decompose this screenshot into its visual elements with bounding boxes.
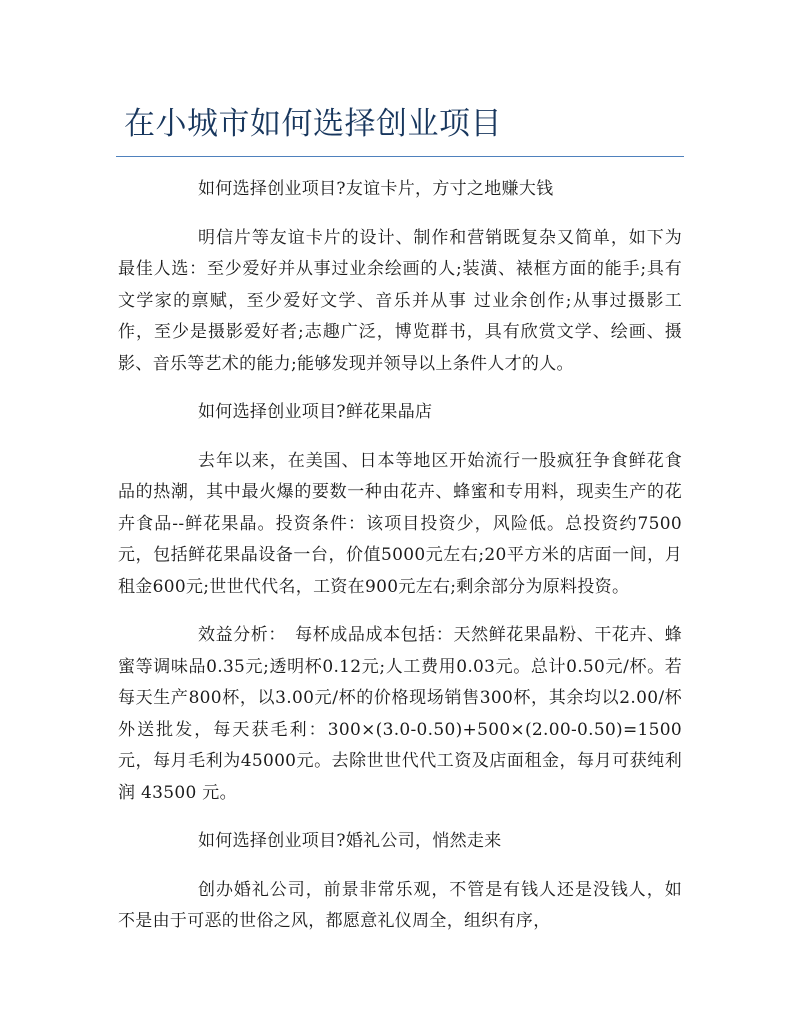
document-body	[118, 174, 682, 938]
paragraph-gap	[118, 809, 682, 826]
document-title: 在小城市如何选择创业项目	[124, 106, 502, 142]
title-divider	[116, 156, 684, 157]
paragraph-gap	[118, 206, 682, 223]
paragraph-gap	[118, 603, 682, 620]
paragraph-benefit-analysis: 效益分析： 每杯成品成本包括：天然鲜花果晶粉、干花卉、蜂蜜等调味品0.35元;透明杯0.12元;人工费用0.03元。总计0.50元/杯。若每天生产800杯，以3.00元/杯的价格现场销售300杯，其余均以2.00/杯外送批发，每天获毛利：300×(3.0-0.50)+500×(2.00-0.50)=1500元，每月毛利为45000元。去除世世代代工资及店面租金，每月可获纯利润 43500 元。	[118, 625, 682, 803]
paragraph-greeting-cards: 明信片等友谊卡片的设计、制作和营销既复杂又简单，如下为最佳人选：至少爱好并从事过业余绘画的人;装潢、裱框方面的能手;具有文学家的禀赋，至少爱好文学、音乐并从事 过业余创作;从事过摄影工作，至少是摄影爱好者;志趣广泛，博览群书，具有欣赏文学、绘画、摄影、音乐等艺术的能力;能够发现并领导以上条件人才的人。	[118, 227, 682, 374]
paragraph-gap	[118, 429, 682, 446]
section-heading-greeting-cards: 如何选择创业项目?友谊卡片，方寸之地赚大钱	[198, 179, 554, 199]
paragraph-gap	[118, 380, 682, 397]
paragraph-wedding-company: 创办婚礼公司，前景非常乐观，不管是有钱人还是没钱人，如不是由于可恶的世俗之风，都愿意礼仪周全，组织有序，	[118, 879, 682, 931]
paragraph-gap	[118, 858, 682, 875]
paragraph-flower-shop: 去年以来，在美国、日本等地区开始流行一股疯狂争食鲜花食品的热潮，其中最火爆的要数一种由花卉、蜂蜜和专用料，现卖生产的花卉食品--鲜花果晶。投资条件：该项目投资少，风险低。总投资约7500元，包括鲜花果晶设备一台，价值5000元左右;20平方米的店面一间，月租金600元;世世代代名，工资在900元左右;剩余部分为原料投资。	[118, 450, 682, 597]
section-heading-flower-shop: 如何选择创业项目?鲜花果晶店	[198, 402, 433, 422]
section-heading-wedding-company: 如何选择创业项目?婚礼公司，悄然走来	[198, 831, 502, 851]
